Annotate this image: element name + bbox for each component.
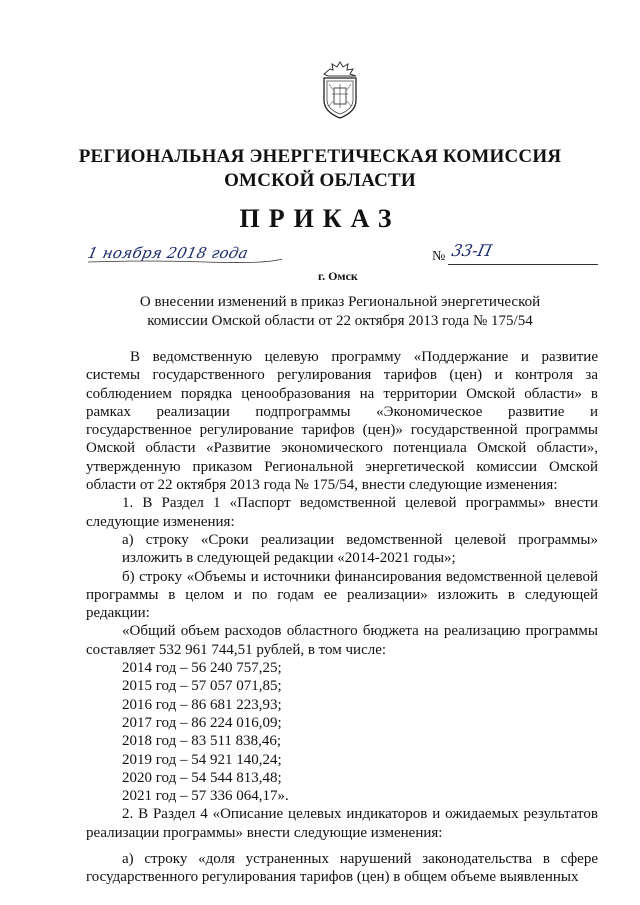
item-2: 2. В Раздел 4 «Описание целевых индикаторов и ожидаемых результатов реализации программы» внести следующие изменения: bbox=[86, 806, 598, 841]
city-label: г. Омск bbox=[318, 269, 358, 283]
org-name-line2: ОМСКОЙ ОБЛАСТИ bbox=[224, 170, 416, 191]
year-row: 2020 год – 54 544 813,48; bbox=[122, 769, 282, 786]
year-row: 2016 год – 86 681 223,93; bbox=[122, 696, 282, 713]
handwritten-number: 33-П bbox=[449, 241, 494, 260]
coat-of-arms-icon bbox=[318, 60, 362, 120]
intro-paragraph: В ведомственную целевую программу «Поддержание и развитие системы государственного регулирования тарифов (цен) и контроля за соблюдением порядка ценообразования на территории Омской области» в рамках реализации подпрограммы «Экономическое развитие и государственное регулирование тарифов (цен)» государственной программы Омской области «Развитие экономического потенциала Омской области», утвержденную приказом Региональной энергетической комиссии Омской области от 22 октября 2013 года № 175/54, внести следующие изменения: bbox=[86, 349, 598, 494]
year-row: 2021 год – 57 336 064,17». bbox=[122, 788, 289, 805]
item-1a: а) строку «Сроки реализации ведомственной целевой программы» изложить в следующей редакции «2014-2021 годы»; bbox=[122, 531, 598, 567]
subject-line1: О внесении изменений в приказ Региональной энергетической bbox=[139, 294, 541, 310]
item-1: 1. В Раздел 1 «Паспорт ведомственной целевой программы» внести следующие изменения: bbox=[86, 495, 598, 530]
item-1b: б) строку «Объемы и источники финансирования ведомственной целевой программы в целом и по годам ее реализации» изложить в следующей редакции: bbox=[86, 568, 598, 622]
number-label: № bbox=[432, 249, 446, 264]
document-type-title: ПРИКАЗ bbox=[239, 204, 401, 233]
order-subject bbox=[100, 293, 580, 331]
year-row: 2014 год – 56 240 757,25; bbox=[122, 660, 282, 677]
item-2a: а) строку «доля устраненных нарушений законодательства в сфере государственного регулирования тарифов (цен) в общем объеме выявленных bbox=[86, 851, 598, 886]
handwritten-date: 1 ноября 2018 года bbox=[86, 244, 250, 262]
year-row: 2018 год – 83 511 838,46; bbox=[122, 733, 282, 750]
subject-line2: комиссии Омской области от 22 октября 2013 года № 175/54 bbox=[147, 313, 533, 329]
financing-quote: «Общий объем расходов областного бюджета на реализацию программы составляет 532 961 744,51 рублей, в том числе: bbox=[86, 623, 598, 658]
year-row: 2017 год – 86 224 016,09; bbox=[122, 714, 282, 731]
order-body bbox=[86, 348, 598, 887]
paragraph-gap bbox=[86, 842, 598, 850]
org-name-line1: РЕГИОНАЛЬНАЯ ЭНЕРГЕТИЧЕСКАЯ КОМИССИЯ bbox=[78, 146, 562, 167]
year-row: 2015 год – 57 057 071,85; bbox=[122, 678, 282, 695]
year-row: 2019 год – 54 921 140,24; bbox=[122, 751, 282, 768]
number-underline bbox=[448, 264, 598, 265]
